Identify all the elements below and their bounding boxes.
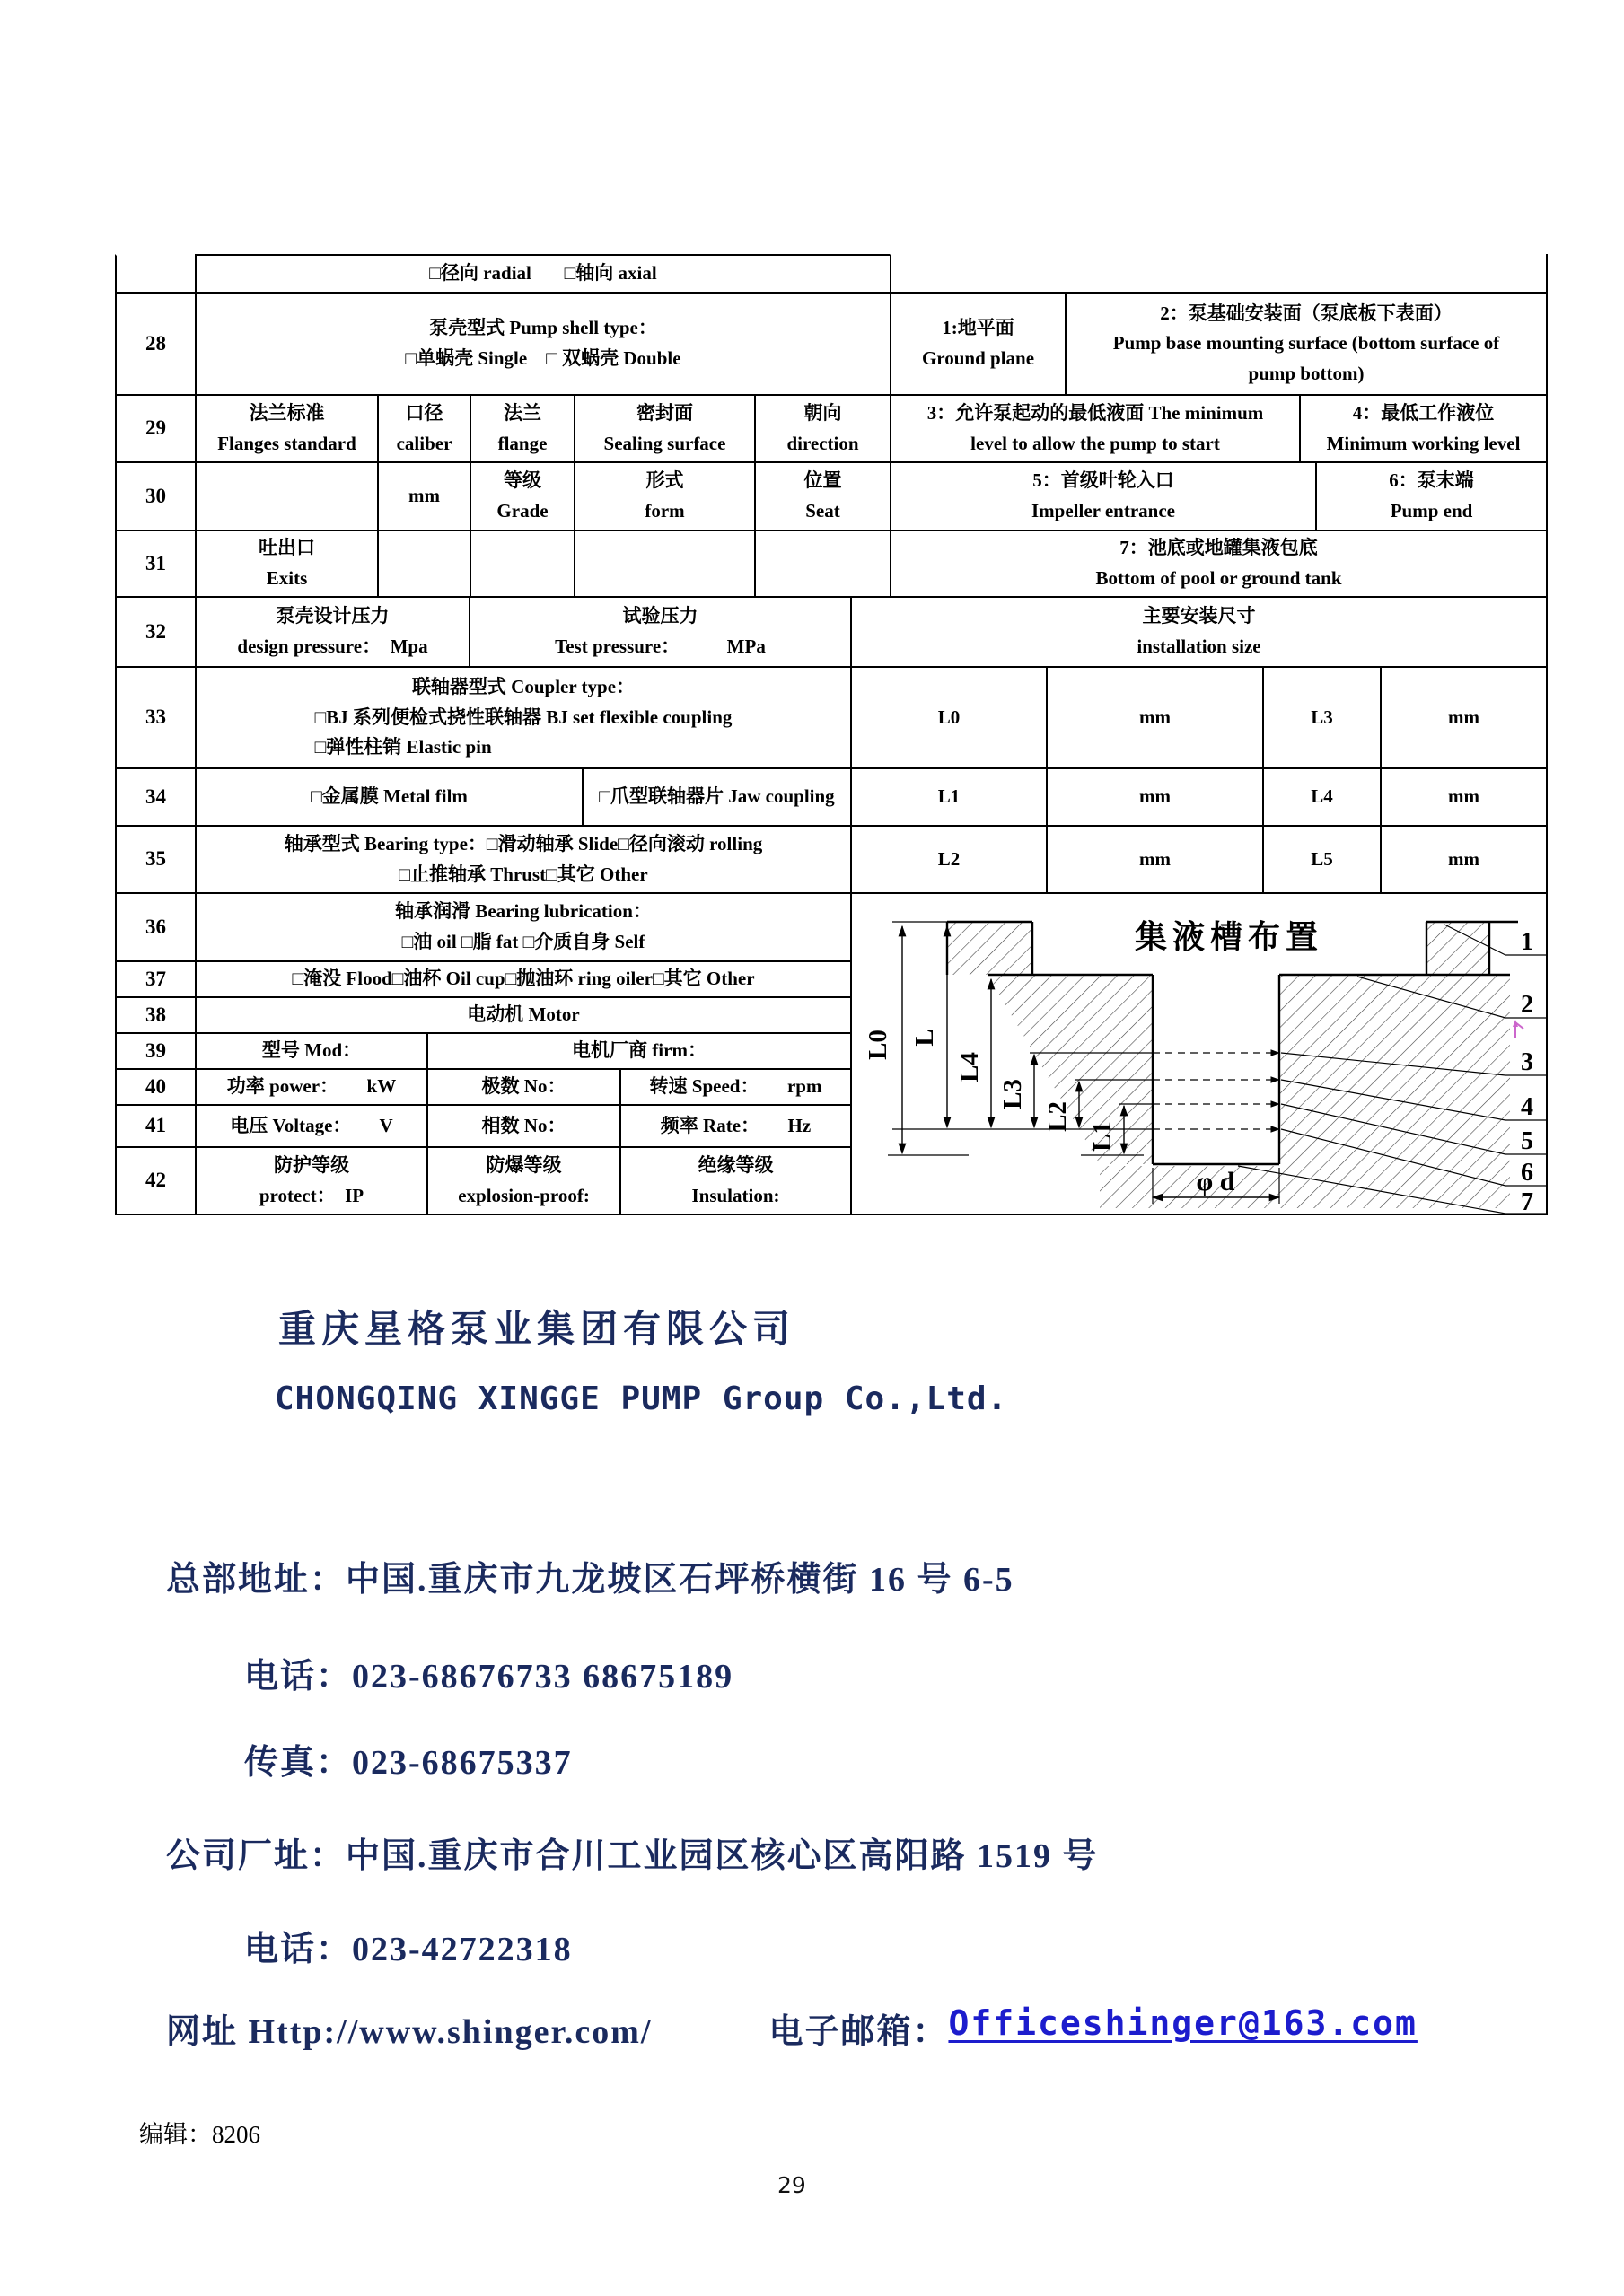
row-number: 36 bbox=[115, 892, 195, 960]
table-row-29 bbox=[115, 394, 1546, 461]
left-wall-soil bbox=[988, 975, 1153, 1164]
flange-cell: 法兰 flange bbox=[470, 394, 574, 461]
dim-label-L3: L3 bbox=[998, 1079, 1027, 1109]
metal-film-cell: □金属膜 Metal film bbox=[195, 767, 582, 825]
motor-voltage-cell: 电压 Voltage： V bbox=[195, 1104, 426, 1146]
motor-poles-cell: 极数 No： bbox=[426, 1068, 619, 1104]
minimum-start-level-cell: 3：允许泵起动的最低液面 The minimum level to allow the pump to start bbox=[890, 394, 1299, 461]
test-pressure-cell: 试验压力 Test pressure： MPa bbox=[469, 596, 850, 666]
blank-cell bbox=[195, 461, 377, 530]
blank-cell bbox=[754, 530, 890, 596]
email-link[interactable]: Officeshinger@163.com bbox=[948, 2003, 1418, 2043]
pump-spec-table bbox=[115, 254, 1548, 1215]
left-top-soil-block bbox=[947, 922, 1032, 975]
dim-L0-cell: L0 bbox=[850, 666, 1046, 767]
table-row-31 bbox=[115, 530, 1546, 596]
dim-label-L: L bbox=[910, 1029, 939, 1047]
table-row-38 bbox=[115, 996, 850, 1032]
right-top-soil-block bbox=[1426, 922, 1489, 975]
row-number: 37 bbox=[115, 960, 195, 996]
row-number: 42 bbox=[115, 1146, 195, 1214]
table-rows-36-42 bbox=[115, 892, 1546, 1214]
callout-numbers bbox=[1521, 928, 1533, 1214]
pump-base-surface-cell: 2：泵基础安装面（泵底板下表面） Pump base mounting surface (bottom surface of pump bottom) bbox=[1065, 292, 1546, 394]
coupler-type-cell bbox=[195, 666, 850, 767]
dim-L5-cell: L5 bbox=[1262, 825, 1380, 892]
blank-cell bbox=[377, 530, 470, 596]
row-number: 29 bbox=[115, 394, 195, 461]
blank-cell bbox=[574, 530, 754, 596]
table-row-41 bbox=[115, 1104, 850, 1146]
magenta-arrow-icon bbox=[1513, 1020, 1523, 1038]
dim-L5-mm-cell: mm bbox=[1380, 825, 1546, 892]
table-row-32 bbox=[115, 596, 1546, 666]
row-number-cell bbox=[115, 254, 195, 292]
seat-cell: 位置 Seat bbox=[754, 461, 890, 530]
page-number: 29 bbox=[777, 2172, 806, 2198]
protect-grade-cell: 防护等级 protect： IP bbox=[195, 1146, 426, 1214]
coupler-options: □BJ 系列便检式挠性联轴器 BJ set flexible coupling □弹性柱销 Elastic pin bbox=[314, 705, 733, 758]
row-number: 35 bbox=[115, 825, 195, 892]
insulation-cell: 绝缘等级 Insulation: bbox=[619, 1146, 850, 1214]
callout-1: 1 bbox=[1521, 928, 1533, 956]
row-number: 32 bbox=[115, 596, 195, 666]
dim-L2-cell: L2 bbox=[850, 825, 1046, 892]
motor-model-cell: 型号 Mod： bbox=[195, 1032, 426, 1068]
row-number: 41 bbox=[115, 1104, 195, 1146]
jaw-coupling-cell: □爪型联轴器片 Jaw coupling bbox=[582, 767, 850, 825]
collection-tank-diagram bbox=[852, 894, 1546, 1214]
pump-shell-type-cell: 泵壳型式 Pump shell type： □单蜗壳 Single □ 双蜗壳 Double bbox=[195, 292, 890, 394]
callout-3: 3 bbox=[1521, 1048, 1533, 1076]
row-number: 38 bbox=[115, 996, 195, 1032]
web-email-line bbox=[166, 2003, 1418, 2053]
dim-label-L0: L0 bbox=[864, 1030, 892, 1060]
factory-phone: 电话：023-42722318 bbox=[244, 1931, 573, 1968]
row-number: 34 bbox=[115, 767, 195, 825]
sealing-surface-cell: 密封面 Sealing surface bbox=[574, 394, 754, 461]
lubrication-modes-cell: □淹没 Flood□油杯 Oil cup□抛油环 ring oiler□其它 Other bbox=[195, 960, 850, 996]
row-number: 40 bbox=[115, 1068, 195, 1104]
table-row-40 bbox=[115, 1068, 850, 1104]
row-number: 28 bbox=[115, 292, 195, 394]
motor-header-cell: 电动机 Motor bbox=[195, 996, 850, 1032]
editor-note: 编辑：8206 bbox=[139, 2121, 260, 2148]
motor-firm-cell: 电机厂商 firm： bbox=[426, 1032, 850, 1068]
callout-5: 5 bbox=[1521, 1127, 1533, 1155]
radial-axial-cell: □径向 radial □轴向 axial bbox=[195, 254, 890, 292]
empty-cell bbox=[890, 254, 1546, 292]
dim-label-L4: L4 bbox=[955, 1052, 984, 1082]
dim-L1-mm-cell: mm bbox=[1046, 767, 1262, 825]
installation-size-header-cell: 主要安装尺寸 installation size bbox=[850, 596, 1546, 666]
company-name-cn: 重庆星格泵业集团有限公司 bbox=[278, 1310, 796, 1351]
explosion-proof-cell: 防爆等级 explosion-proof: bbox=[426, 1146, 619, 1214]
website-url: 网址 Http://www.shinger.com/ bbox=[166, 2013, 653, 2051]
phi-d-label: φ d bbox=[1196, 1167, 1235, 1196]
hq-fax: 传真：023-68675337 bbox=[244, 1744, 573, 1782]
dim-label-L2: L2 bbox=[1043, 1101, 1072, 1132]
table-row-top bbox=[115, 254, 1546, 292]
exits-cell: 吐出口 Exits bbox=[195, 530, 377, 596]
motor-power-cell: 功率 power： kW bbox=[195, 1068, 426, 1104]
dim-L4-cell: L4 bbox=[1262, 767, 1380, 825]
table-row-33 bbox=[115, 666, 1546, 767]
dim-L4-mm-cell: mm bbox=[1380, 767, 1546, 825]
company-name-en: CHONGQING XINGGE PUMP Group Co.,Ltd. bbox=[275, 1380, 1008, 1417]
table-row-39 bbox=[115, 1032, 850, 1068]
ground-plane-cell: 1:地平面 Ground plane bbox=[890, 292, 1065, 394]
motor-phases-cell: 相数 No： bbox=[426, 1104, 619, 1146]
table-row-34 bbox=[115, 767, 1546, 825]
dim-L2-mm-cell: mm bbox=[1046, 825, 1262, 892]
table-row-28 bbox=[115, 292, 1546, 394]
table-row-42 bbox=[115, 1146, 850, 1214]
callout-6: 6 bbox=[1521, 1159, 1533, 1187]
motor-speed-cell: 转速 Speed： rpm bbox=[619, 1068, 850, 1104]
table-row-36 bbox=[115, 892, 850, 960]
minimum-working-level-cell: 4：最低工作液位 Minimum working level bbox=[1299, 394, 1546, 461]
row-number: 39 bbox=[115, 1032, 195, 1068]
callout-4: 4 bbox=[1521, 1093, 1533, 1121]
mm-unit-cell: mm bbox=[377, 461, 470, 530]
blank-cell bbox=[470, 530, 574, 596]
table-row-37 bbox=[115, 960, 850, 996]
design-pressure-cell: 泵壳设计压力 design pressure： Mpa bbox=[195, 596, 469, 666]
coupler-title: 联轴器型式 Coupler type： bbox=[411, 676, 636, 698]
bearing-lubrication-cell: 轴承润滑 Bearing lubrication： □油 oil □脂 fat □介质自身 Self bbox=[195, 892, 850, 960]
dim-L1-cell: L1 bbox=[850, 767, 1046, 825]
dim-L0-mm-cell: mm bbox=[1046, 666, 1262, 767]
callout-7: 7 bbox=[1521, 1188, 1533, 1215]
table-row-30 bbox=[115, 461, 1546, 530]
callout-2: 2 bbox=[1521, 991, 1533, 1019]
motor-rate-cell: 频率 Rate： Hz bbox=[619, 1104, 850, 1146]
caliber-cell: 口径 caliber bbox=[377, 394, 470, 461]
row-number: 31 bbox=[115, 530, 195, 596]
impeller-entrance-cell: 5：首级叶轮入口 Impeller entrance bbox=[890, 461, 1315, 530]
email-label: 电子邮箱： bbox=[768, 2013, 949, 2051]
bearing-type-cell: 轴承型式 Bearing type：□滑动轴承 Slide□径向滚动 rolling □止推轴承 Thrust□其它 Other bbox=[195, 825, 850, 892]
form-cell: 形式 form bbox=[574, 461, 754, 530]
row-number: 30 bbox=[115, 461, 195, 530]
direction-cell: 朝向 direction bbox=[754, 394, 890, 461]
row-number: 33 bbox=[115, 666, 195, 767]
factory-address: 公司厂址：中国.重庆市合川工业园区核心区高阳路 1519 号 bbox=[166, 1837, 1099, 1875]
dim-L3-cell: L3 bbox=[1262, 666, 1380, 767]
right-bottom-soil bbox=[1100, 975, 1510, 1208]
dim-label-L1: L1 bbox=[1088, 1121, 1117, 1152]
dim-L3-mm-cell: mm bbox=[1380, 666, 1546, 767]
pump-end-cell: 6：泵末端 Pump end bbox=[1315, 461, 1546, 530]
flanges-standard-cell: 法兰标准 Flanges standard bbox=[195, 394, 377, 461]
diagram-title: 集液槽布置 bbox=[1134, 919, 1324, 955]
grade-cell: 等级 Grade bbox=[470, 461, 574, 530]
hq-phone: 电话：023-68676733 68675189 bbox=[244, 1658, 734, 1696]
table-row-35 bbox=[115, 825, 1546, 892]
collection-tank-diagram-cell bbox=[850, 892, 1546, 1214]
hq-address: 总部地址：中国.重庆市九龙坡区石坪桥横街 16 号 6-5 bbox=[166, 1561, 1014, 1599]
pool-bottom-cell: 7：池底或地罐集液包底 Bottom of pool or ground tank bbox=[890, 530, 1546, 596]
